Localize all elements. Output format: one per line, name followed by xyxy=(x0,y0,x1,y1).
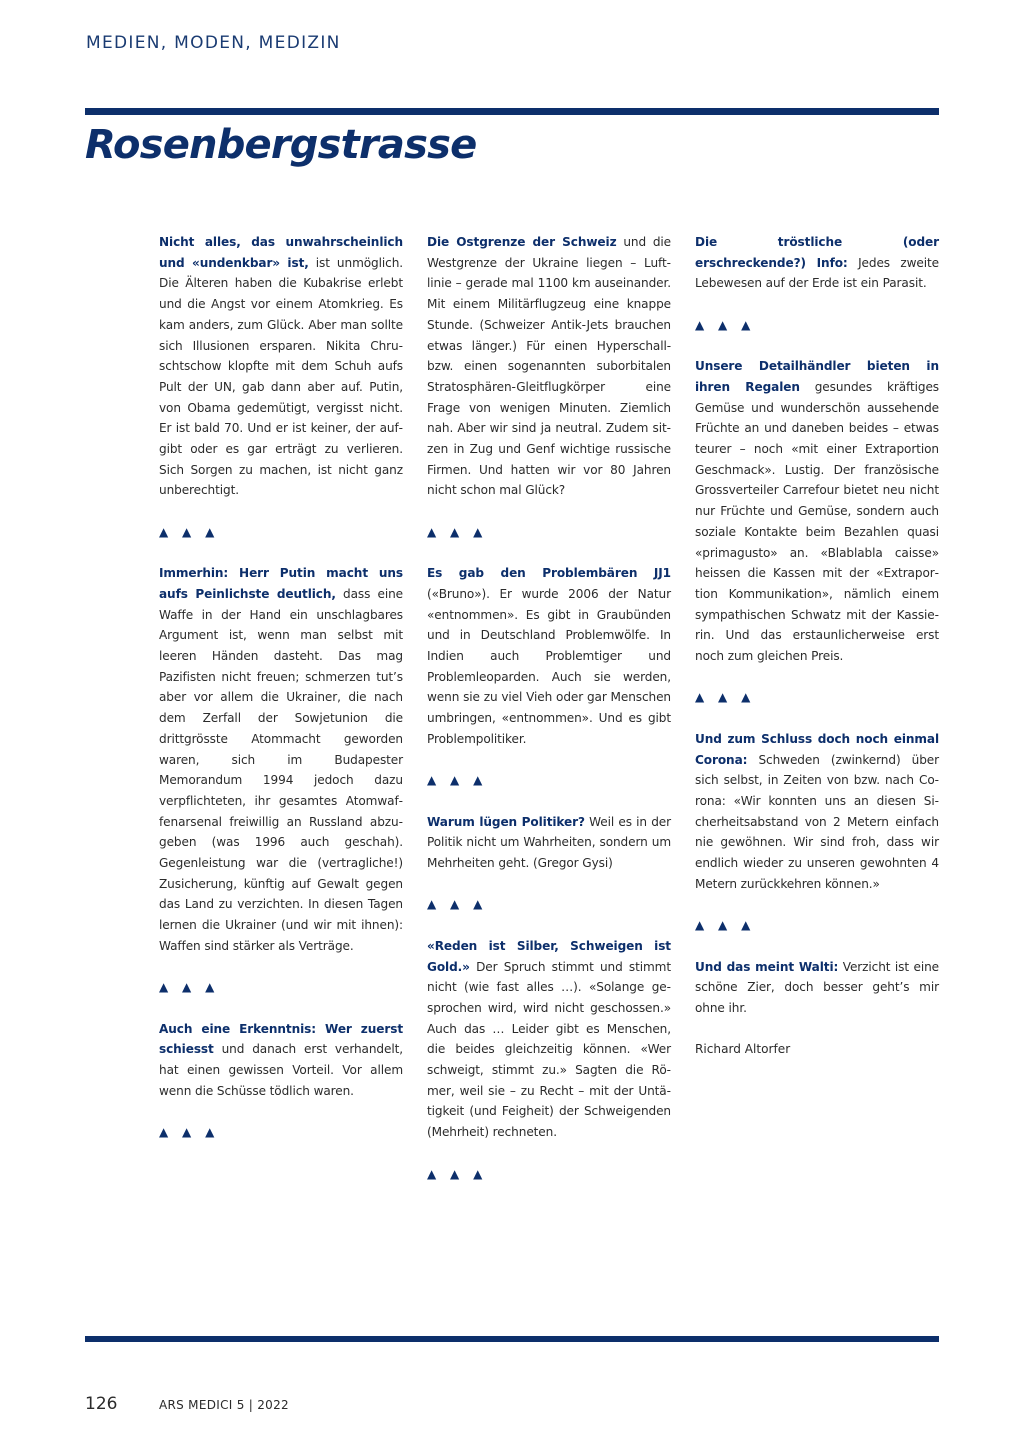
article-item xyxy=(159,1019,403,1102)
section-kicker: MEDIEN, MODEN, MEDIZIN xyxy=(86,33,341,53)
item-lead: «Reden ist Silber, Schweigen ist Gold.» xyxy=(427,938,671,974)
triangle-separator-icon: ▲ ▲ ▲ xyxy=(427,524,488,539)
article-item xyxy=(695,957,939,1019)
column-3 xyxy=(695,232,939,1060)
item-lead: Nicht alles, das unwahrscheinlich und «undenkbar» ist, xyxy=(159,235,403,270)
item-text: Jedes zweite Lebewesen auf der Erde ist ein Parasit. xyxy=(695,255,939,291)
item-lead: Die Ostgrenze der Schweiz xyxy=(427,235,617,249)
item-text: ist unmöglich. Die Älteren haben die Kubakrise erlebt und die Angst vor einem Atomkrieg. Es kam anders, zum Glück. Aber man sollte sich Illusionen ersparen. Nikita Chruschtschow klopfte mit dem Schuh aufs Pult der UN, gab dann aber auf. Putin, von Obama gedemütigt, vergisst nicht. Er ist bald 70. Und er ist keiner, der aufgibt oder es gar erträgt zu verlieren. Sich Sorgen zu machen, ist nicht ganz unberechtigt. xyxy=(159,255,403,498)
article-item xyxy=(159,232,403,501)
item-text: Verzicht ist eine schöne Zier, doch besser geht’s mir ohne ihr. xyxy=(695,959,939,1015)
triangle-separator-icon: ▲ ▲ ▲ xyxy=(159,1125,220,1140)
triangle-separator-icon: ▲ ▲ ▲ xyxy=(695,918,756,933)
item-text: Schweden (zwinkernd) über sich selbst, in Zeiten von bzw. nach Corona: «Wir konnten uns an diesen Sicherheitsabstand von 2 Metern einfach nie gewöhnen. Wir sind froh, dass wir endlich wieder zu unseren gewohnten 4 Metern zurückkehren können.» xyxy=(695,752,939,891)
article-item xyxy=(427,936,671,1143)
item-lead: Unsere Detailhändler bieten in ihren Regalen xyxy=(695,359,939,394)
item-lead: Und das meint Walti: xyxy=(695,959,839,974)
item-lead: Auch eine Erkenntnis: Wer zuerst schiesst xyxy=(159,1021,403,1057)
item-text: und danach erst verhandelt, hat einen gewissen Vorteil. Vor allem wenn die Schüsse tödlich waren. xyxy=(159,1042,403,1098)
item-text: und die Westgrenze der Ukraine liegen – Luftlinie – gerade mal 1100 km auseinander. Mit einem Militärflugzeug eine knappe Stunde. (Schweizer Antik-Jets brauchen etwas länger.) Für einen Hyperschall- bzw. einen sogenannten suborbitalen Stratosphären-Gleitflugkörper eine Frage von wenigen Minuten. Ziemlich nah. Aber wir sind ja neutral. Zudem sitzen in Zug und Genf wichtige russische Firmen. Und hatten wir vor 80 Jahren nicht schon mal Glück? xyxy=(427,235,672,498)
article-item xyxy=(695,232,939,294)
triangle-separator-icon: ▲ ▲ ▲ xyxy=(427,897,488,912)
item-text: Weil es in der Politik nicht um Wahrheiten, sondern um Mehrheiten geht. (Gregor Gysi) xyxy=(427,814,671,871)
triangle-separator-icon: ▲ ▲ ▲ xyxy=(427,773,488,788)
page-title: Rosenbergstrasse xyxy=(85,122,477,168)
item-lead: Und zum Schluss doch noch einmal Corona: xyxy=(695,731,939,767)
item-text: gesundes kräftiges Gemüse und wunderschön aussehende Früchte an und daneben beides – etwas teurer – noch «mit einer Extraportion Geschmack». Lustig. Der französische Grossverteiler Carrefour bietet neu nicht nur Früchte und Gemüse, sondern auch soziale Kontakte beim Bezahlen quasi «primagusto» an. «Blablabla caisse» heissen die Kassen mit der «Extraportion Kommunikation», nämlich einem sympathischen Schwatz mit der Kassierin. Und das erstaunlicherweise erst noch zum gleichen Preis. xyxy=(695,379,940,664)
triangle-separator-icon: ▲ ▲ ▲ xyxy=(159,524,220,539)
item-text: («Bruno»). Er wurde 2006 der Natur «entnommen». Es gibt in Graubünden und in Deutschland Problemwölfe. In Indien auch Problemtiger und Problemleoparden. Auch sie werden, wenn sie zu viel Vieh oder gar Menschen umbringen, «entnommen». Und es gibt Problempolitiker. xyxy=(427,586,671,746)
page-number: 126 xyxy=(85,1394,118,1414)
article-item xyxy=(695,729,939,895)
article-item xyxy=(695,356,939,667)
author-name: Richard Altorfer xyxy=(695,1042,791,1057)
triangle-separator-icon: ▲ ▲ ▲ xyxy=(427,1166,488,1181)
item-lead: Warum lügen Politiker? xyxy=(427,814,585,829)
column-2 xyxy=(427,232,671,1205)
article-item xyxy=(427,812,671,874)
item-text: Der Spruch stimmt und stimmt nicht (wie fast alles …). «Solange gesprochen wird, wird nicht geschossen.» Auch das … Leider gibt es Menschen, die beides gleichzeitig können. «Wer schweigt, stimmt zu.» Sagten die Römer, weil sie – zu Recht – mit der Untätigkeit (und Feigheit) der Schweigenden (Mehrheit) rechneten. xyxy=(427,959,671,1140)
top-rule xyxy=(85,108,939,115)
column-1 xyxy=(159,232,403,1164)
article-item xyxy=(427,563,671,749)
triangle-separator-icon: ▲ ▲ ▲ xyxy=(695,317,756,332)
item-text: dass eine Waffe in der Hand ein unschlagbares Argument ist, wenn man selbst mit leeren Händen dasteht. Das mag Pazifisten nicht freuen; schmerzen tut’s aber vor allem die Ukrainer, die nach dem Zerfall der Sowjetunion die drittgrösste Atommacht geworden waren, sich im Budapester Memorandum 1994 jedoch dazu verpflichteten, ihr gesamtes Atomwaffenarsenal freiwillig an Russland abzugeben (was 1996 auch geschah). Gegenleistung war die (vertragliche!) Zusicherung, künftig auf Gewalt gegen das Land zu verzichten. In diesen Tagen lernen die Ukrainer (und wir mit ihnen): Waffen sind stärker als Verträge. xyxy=(159,586,403,953)
item-lead: Es gab den Problembären JJ1 xyxy=(427,566,671,581)
item-lead: Immerhin: Herr Putin macht uns aufs Peinlichste deutlich, xyxy=(159,566,403,601)
journal-issue: ARS MEDICI 5 | 2022 xyxy=(159,1398,289,1412)
article-item xyxy=(159,563,403,956)
article-item xyxy=(427,232,671,501)
triangle-separator-icon: ▲ ▲ ▲ xyxy=(159,980,220,995)
triangle-separator-icon: ▲ ▲ ▲ xyxy=(695,690,756,705)
bottom-rule xyxy=(85,1336,939,1342)
item-lead: Die tröstliche (oder erschreckende?) Info: xyxy=(695,235,939,270)
